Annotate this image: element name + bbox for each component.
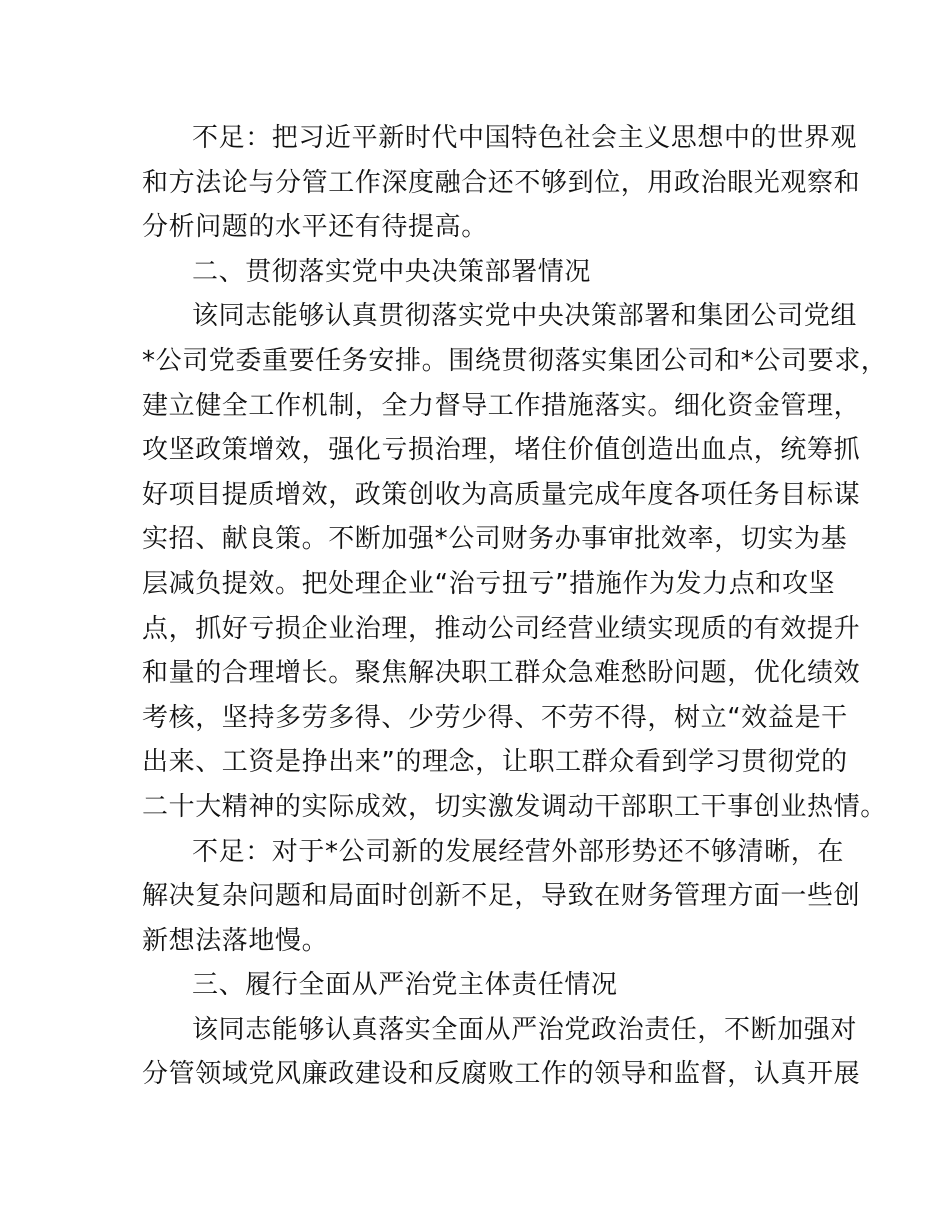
- paragraph-line: 考核，坚持多劳多得、少劳少得、不劳不得，树立“效益是干: [142, 702, 848, 733]
- paragraph-line: 不足：把习近平新时代中国特色社会主义思想中的世界观: [192, 123, 858, 153]
- paragraph-line: 分析问题的水平还有待提高。: [142, 212, 488, 243]
- paragraph-line: 不足：对于*公司新的发展经营外部形势还不够清晰，在: [192, 836, 845, 867]
- paragraph-line: 和方法论与分管工作深度融合还不够到位，用政治眼光观察和: [142, 167, 861, 198]
- document-body: [142, 116, 888, 1097]
- paragraph-line: 实招、献良策。不断加强*公司财务办事审批效率，切实为基: [142, 524, 848, 555]
- paragraph-line: 该同志能够认真贯彻落实党中央决策部署和集团公司党组: [192, 301, 858, 332]
- section-heading: 二、贯彻落实党中央决策部署情况: [192, 256, 592, 287]
- paragraph-line: 出来、工资是挣出来”的理念，让职工群众看到学习贯彻党的: [142, 747, 848, 778]
- paragraph-line: 点，抓好亏损企业治理，推动公司经营业绩实现质的有效提升: [142, 613, 861, 644]
- paragraph-line: 该同志能够认真落实全面从严治党政治责任，不断加强对: [192, 1014, 858, 1045]
- paragraph-line: 好项目提质增效，政策创收为高质量完成年度各项任务目标谋: [142, 479, 861, 510]
- paragraph-line: *公司党委重要任务安排。围绕贯彻落实集团公司和*公司要求，: [142, 345, 888, 376]
- paragraph-line: 层减负提效。把处理企业“治亏扭亏”措施作为发力点和攻坚: [142, 568, 836, 599]
- paragraph-line: 分管领域党风廉政建设和反腐败工作的领导和监督，认真开展: [142, 1059, 861, 1090]
- paragraph-line: 二十大精神的实际成效，切实激发调动干部职工干事创业热情。: [142, 791, 887, 822]
- paragraph-line: 新想法落地慢。: [142, 925, 329, 956]
- paragraph-line: 解决复杂问题和局面时创新不足，导致在财务管理方面一些创: [142, 881, 861, 912]
- paragraph-line: 攻坚政策增效，强化亏损治理，堵住价值创造出血点，统筹抓: [142, 435, 861, 466]
- paragraph-line: 建立健全工作机制，全力督导工作措施落实。细化资金管理，: [142, 390, 861, 421]
- section-heading: 三、履行全面从严治党主体责任情况: [192, 970, 618, 1001]
- paragraph-line: 和量的合理增长。聚焦解决职工群众急难愁盼问题，优化绩效: [142, 658, 861, 689]
